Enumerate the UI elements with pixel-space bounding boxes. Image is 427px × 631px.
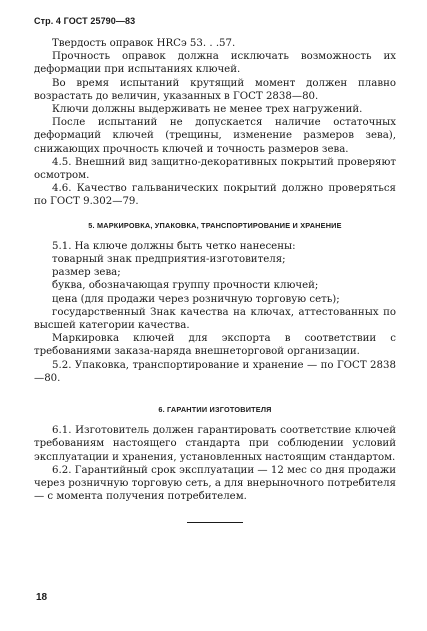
- paragraph: После испытаний не допускается наличие остаточных деформаций ключей (трещины, изменение размеров зева), снижающих прочность ключей и точность размеров зева.: [34, 117, 396, 155]
- running-header: Стр. 4 ГОСТ 25790—83: [34, 16, 136, 26]
- document-body: [34, 37, 396, 523]
- paragraph: Прочность оправок должна исключать возможность их деформации при испытаниях ключей.: [34, 51, 396, 76]
- paragraph: цена (для продажи через розничную торговую сеть);: [52, 293, 340, 305]
- closing-rule: [187, 522, 243, 523]
- paragraph: буква, обозначающая группу прочности ключей;: [52, 280, 319, 292]
- paragraph: Во время испытаний крутящий момент должен плавно возрастать до величин, указанных в ГОСТ 2838—80.: [34, 77, 396, 102]
- section-heading-5: 5. МАРКИРОВКА, УПАКОВКА, ТРАНСПОРТИРОВАНИЕ И ХРАНЕНИЕ: [88, 220, 342, 230]
- paragraph: Твердость оправок HRCэ 53. . .57.: [52, 38, 236, 49]
- paragraph: товарный знак предприятия-изготовителя;: [52, 254, 286, 266]
- paragraph: государственный Знак качества на ключах, аттестованных по высшей категории качества.: [34, 306, 396, 332]
- section-heading-6: 6. ГАРАНТИИ ИЗГОТОВИТЕЛЯ: [158, 405, 272, 415]
- paragraph: Маркировка ключей для экспорта в соответствии с требованиями заказа-наряда внешнеторговой организации.: [34, 333, 396, 358]
- page-number: 18: [36, 592, 48, 603]
- paragraph: 6.1. Изготовитель должен гарантировать соответствие ключей требованиям настоящего стандарта при соблюдении условий эксплуатации и хранения, установленных настоящим стандартом.: [34, 425, 396, 463]
- paragraph: 4.6. Качество гальванических покрытий должно проверяться по ГОСТ 9.302—79.: [34, 183, 396, 208]
- paragraph: 5.1. На ключе должны быть четко нанесены:: [52, 240, 296, 252]
- paragraph: 5.2. Упаковка, транспортирование и хранение — по ГОСТ 2838—80.: [34, 359, 396, 384]
- spacer: [34, 385, 396, 393]
- paragraph: 6.2. Гарантийный срок эксплуатации — 12 мес со дня продажи через розничную торговую сеть, а для внерыночного потребителя — с момента получения потребителем.: [34, 464, 396, 503]
- paragraph: Ключи должны выдерживать не менее трех нагружений.: [52, 104, 363, 116]
- paragraph: размер зева;: [52, 267, 121, 279]
- paragraph: 4.5. Внешний вид защитно-декоративных покрытий проверяют осмотром.: [34, 156, 396, 182]
